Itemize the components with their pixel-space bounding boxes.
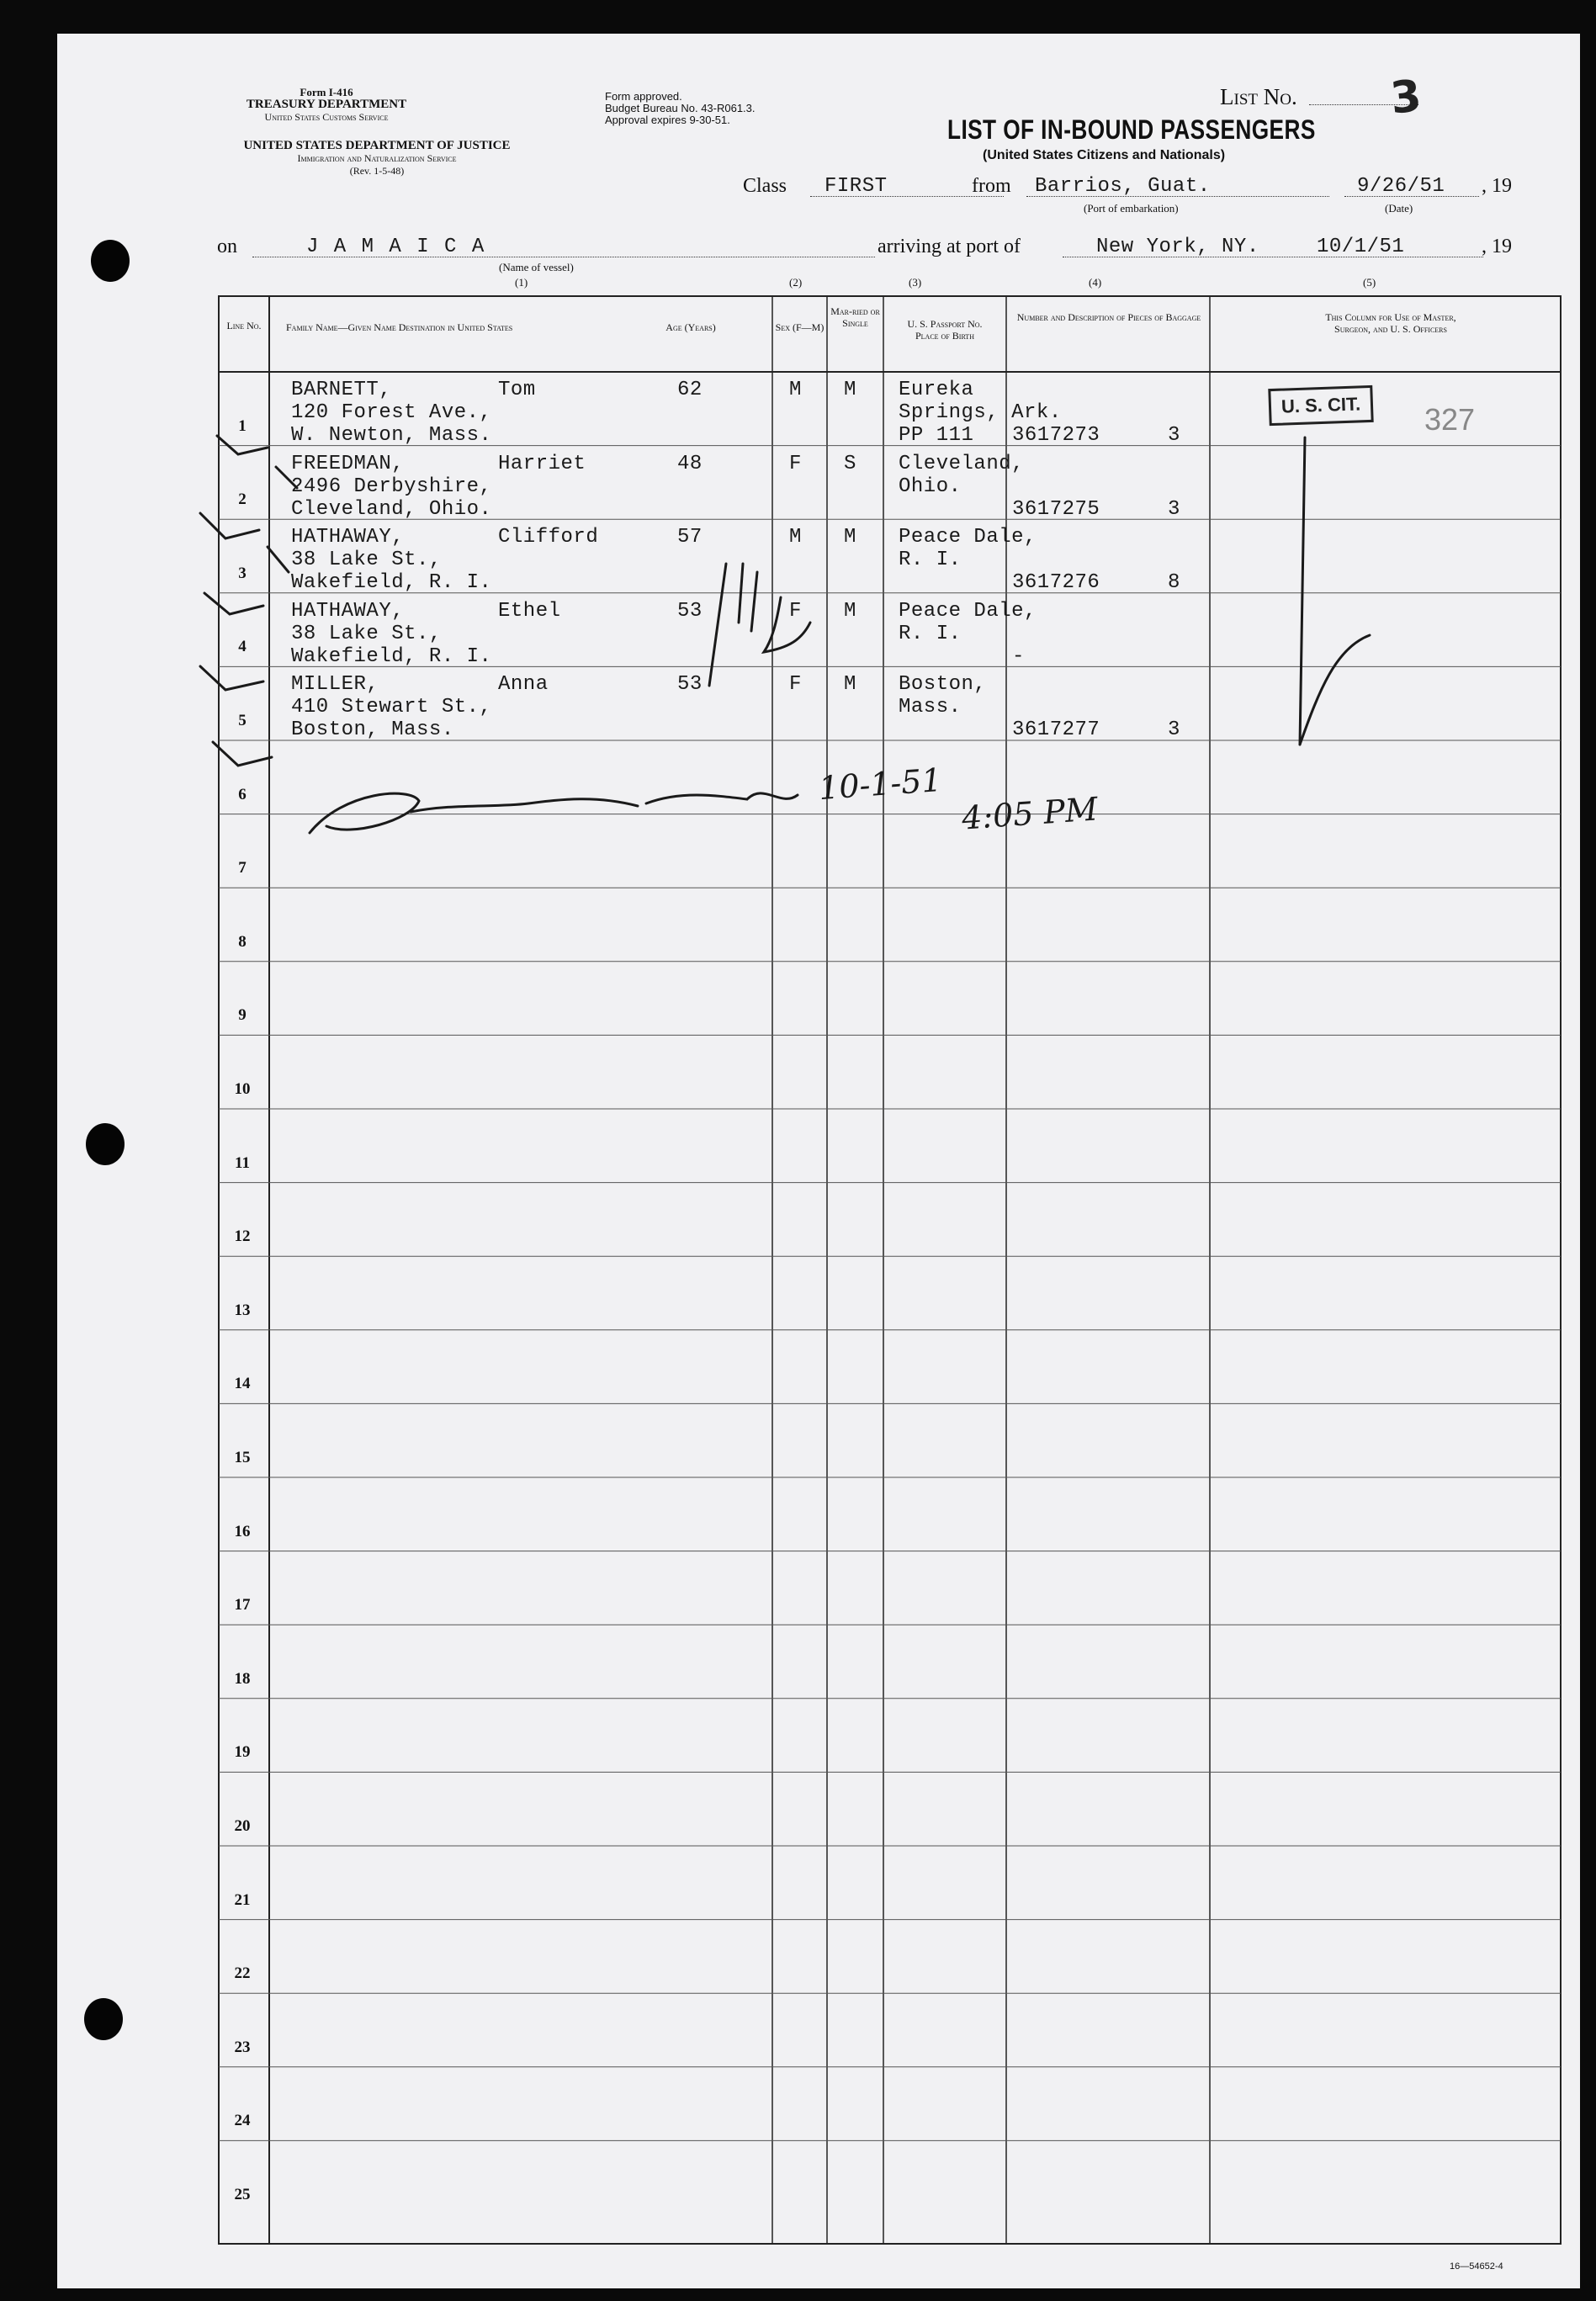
passenger-address-2: W. Newton, Mass. xyxy=(291,424,492,447)
list-no-label: List No. xyxy=(1220,84,1297,109)
passenger-baggage-no: - xyxy=(1012,644,1025,668)
passenger-given-name: Tom xyxy=(498,379,536,401)
line-number: 8 xyxy=(238,932,247,951)
passenger-address-1: 120 Forest Ave., xyxy=(291,401,492,424)
line-number: 20 xyxy=(234,1817,251,1835)
passenger-marital: M xyxy=(844,673,856,697)
line-number: 23 xyxy=(234,2038,251,2056)
passenger-marital: M xyxy=(844,599,856,623)
handwritten-marks xyxy=(57,34,1580,2288)
header-officers: This Column for Use of Master, Surgeon, and U. S. Officers xyxy=(1325,311,1456,335)
passenger-baggage-no: 3617275 xyxy=(1012,497,1100,521)
binder-hole xyxy=(84,1998,123,2040)
passenger-baggage-no: 3617277 xyxy=(1012,718,1100,742)
us-citizen-stamp: U. S. CIT. xyxy=(1268,385,1374,426)
col-num-5: (5) xyxy=(1363,276,1376,289)
passenger-marital: M xyxy=(844,379,856,401)
approval-line-3: Approval expires 9-30-51. xyxy=(605,114,730,126)
passenger-address-1: 410 Stewart St., xyxy=(291,696,492,719)
vessel-caption: (Name of vessel) xyxy=(499,261,574,273)
passenger-baggage-pieces: 3 xyxy=(1168,718,1180,742)
binder-hole xyxy=(91,240,130,282)
passenger-age: 62 xyxy=(677,379,703,401)
ins-service: Immigration and Naturalization Service xyxy=(297,152,457,164)
line-number: 15 xyxy=(234,1449,251,1466)
stamp-number: 327 xyxy=(1424,402,1476,437)
passenger-family-name: HATHAWAY, xyxy=(291,526,405,549)
header-sex: Sex (F—M) xyxy=(775,321,825,333)
passenger-age: 53 xyxy=(677,673,703,697)
passenger-address-2: Boston, Mass. xyxy=(291,718,454,742)
passenger-baggage-pieces: 8 xyxy=(1168,571,1180,595)
passenger-given-name: Anna xyxy=(498,673,549,697)
passenger-birth-2: Springs, Ark. xyxy=(899,401,1062,424)
passenger-baggage-no: 3617273 xyxy=(1012,424,1100,447)
line-number: 19 xyxy=(234,1743,251,1762)
passenger-marital: M xyxy=(844,526,856,549)
embark-date: 9/26/51 xyxy=(1357,175,1445,198)
passenger-age: 48 xyxy=(677,452,703,475)
line-number: 6 xyxy=(238,785,247,803)
passenger-address-1: 2496 Derbyshire, xyxy=(291,475,492,498)
passenger-family-name: FREEDMAN, xyxy=(291,452,405,475)
passenger-birth-3: PP 111 xyxy=(899,424,974,447)
passenger-address-1: 38 Lake St., xyxy=(291,549,442,572)
arrival-port: New York, NY. xyxy=(1096,236,1259,258)
passenger-family-name: BARNETT, xyxy=(291,379,392,401)
passenger-birth-1: Peace Dale, xyxy=(899,599,1037,623)
page-title: LIST OF IN-BOUND PASSENGERS xyxy=(947,114,1316,145)
passenger-address-2: Wakefield, R. I. xyxy=(291,571,492,595)
vessel-name: J A M A I C A xyxy=(306,236,486,258)
passenger-sex: F xyxy=(789,599,802,623)
approval-line-1: Form approved. xyxy=(605,90,682,103)
header-name: Family Name—Given Name Destination in United States xyxy=(286,321,513,333)
passenger-sex: M xyxy=(789,526,802,549)
passenger-birth-2: R. I. xyxy=(899,622,962,645)
year-suffix-2: , 19 xyxy=(1482,236,1512,257)
year-suffix-1: , 19 xyxy=(1482,175,1512,197)
from-value: Barrios, Guat. xyxy=(1035,175,1211,198)
manifest-page xyxy=(57,34,1580,2288)
customs-service: United States Customs Service xyxy=(264,111,389,123)
on-label: on xyxy=(217,236,237,257)
passenger-address-1: 38 Lake St., xyxy=(291,622,442,645)
binder-hole xyxy=(86,1123,125,1165)
passenger-sex: F xyxy=(789,452,802,475)
line-number: 22 xyxy=(234,1964,251,1983)
date-caption: (Date) xyxy=(1385,202,1413,215)
page-subtitle: (United States Citizens and Nationals) xyxy=(983,148,1226,162)
line-number: 3 xyxy=(238,564,247,582)
passenger-marital: S xyxy=(844,452,856,475)
list-no-handwritten: 3 xyxy=(1387,71,1424,125)
passenger-birth-1: Cleveland, xyxy=(899,452,1025,475)
from-label: from xyxy=(972,175,1011,197)
header-passport: U. S. Passport No. Place of Birth xyxy=(907,318,983,342)
line-number: 24 xyxy=(234,2112,251,2130)
line-number: 7 xyxy=(238,859,247,877)
line-number: 10 xyxy=(234,1080,251,1098)
line-number: 2 xyxy=(238,490,247,509)
line-number: 12 xyxy=(234,1227,251,1246)
line-number: 1 xyxy=(238,416,247,435)
passenger-address-2: Wakefield, R. I. xyxy=(291,644,492,668)
passenger-given-name: Clifford xyxy=(498,526,599,549)
col-num-3: (3) xyxy=(909,276,922,289)
form-number: Form I-416 xyxy=(300,86,353,98)
line-number: 16 xyxy=(234,1522,251,1540)
header-baggage: Number and Description of Pieces of Baggage xyxy=(1016,311,1201,323)
passenger-birth-2: Ohio. xyxy=(899,475,962,498)
inspector-time: 4:05 PM xyxy=(960,790,1100,837)
passenger-birth-1: Eureka xyxy=(899,379,974,401)
col-num-1: (1) xyxy=(515,276,528,289)
arriving-label: arriving at port of xyxy=(878,236,1021,257)
passenger-age: 57 xyxy=(677,526,703,549)
line-number: 18 xyxy=(234,1669,251,1688)
inspector-date: 10-1-51 xyxy=(817,761,943,808)
header-married: Mar-ried or Single xyxy=(830,305,880,329)
revision: (Rev. 1-5-48) xyxy=(349,165,405,177)
line-number: 21 xyxy=(234,1890,251,1909)
approval-line-2: Budget Bureau No. 43-R061.3. xyxy=(605,102,756,114)
passenger-family-name: HATHAWAY, xyxy=(291,599,405,623)
treasury-dept: TREASURY DEPARTMENT xyxy=(246,98,407,111)
line-number: 13 xyxy=(234,1301,251,1319)
passenger-birth-2: Mass. xyxy=(899,696,962,719)
passenger-address-2: Cleveland, Ohio. xyxy=(291,497,492,521)
passenger-family-name: MILLER, xyxy=(291,673,379,697)
header-line-no: Line No. xyxy=(226,320,262,331)
col-num-2: (2) xyxy=(789,276,803,289)
line-number: 4 xyxy=(238,638,247,656)
col-num-4: (4) xyxy=(1089,276,1102,289)
line-number: 11 xyxy=(235,1153,250,1172)
class-value: FIRST xyxy=(825,175,888,198)
arrival-date: 10/1/51 xyxy=(1317,236,1405,258)
passenger-birth-1: Peace Dale, xyxy=(899,526,1037,549)
line-number: 9 xyxy=(238,1006,247,1025)
passenger-birth-1: Boston, xyxy=(899,673,987,697)
passenger-baggage-no: 3617276 xyxy=(1012,571,1100,595)
class-label: Class xyxy=(743,175,787,197)
passenger-sex: F xyxy=(789,673,802,697)
line-number: 17 xyxy=(234,1596,251,1614)
header-age: Age (Years) xyxy=(665,321,716,333)
line-number: 25 xyxy=(234,2186,251,2203)
passenger-baggage-pieces: 3 xyxy=(1168,497,1180,521)
passenger-birth-2: R. I. xyxy=(899,549,962,572)
justice-dept: UNITED STATES DEPARTMENT OF JUSTICE xyxy=(243,139,511,152)
passenger-given-name: Ethel xyxy=(498,599,561,623)
port-embark-caption: (Port of embarkation) xyxy=(1084,202,1179,215)
footer-code: 16—54652-4 xyxy=(1450,2261,1503,2272)
passenger-baggage-pieces: 3 xyxy=(1168,424,1180,447)
line-number: 14 xyxy=(234,1375,251,1393)
line-number: 5 xyxy=(238,712,247,729)
passenger-given-name: Harriet xyxy=(498,452,586,475)
passenger-sex: M xyxy=(789,379,802,401)
passenger-age: 53 xyxy=(677,599,703,623)
